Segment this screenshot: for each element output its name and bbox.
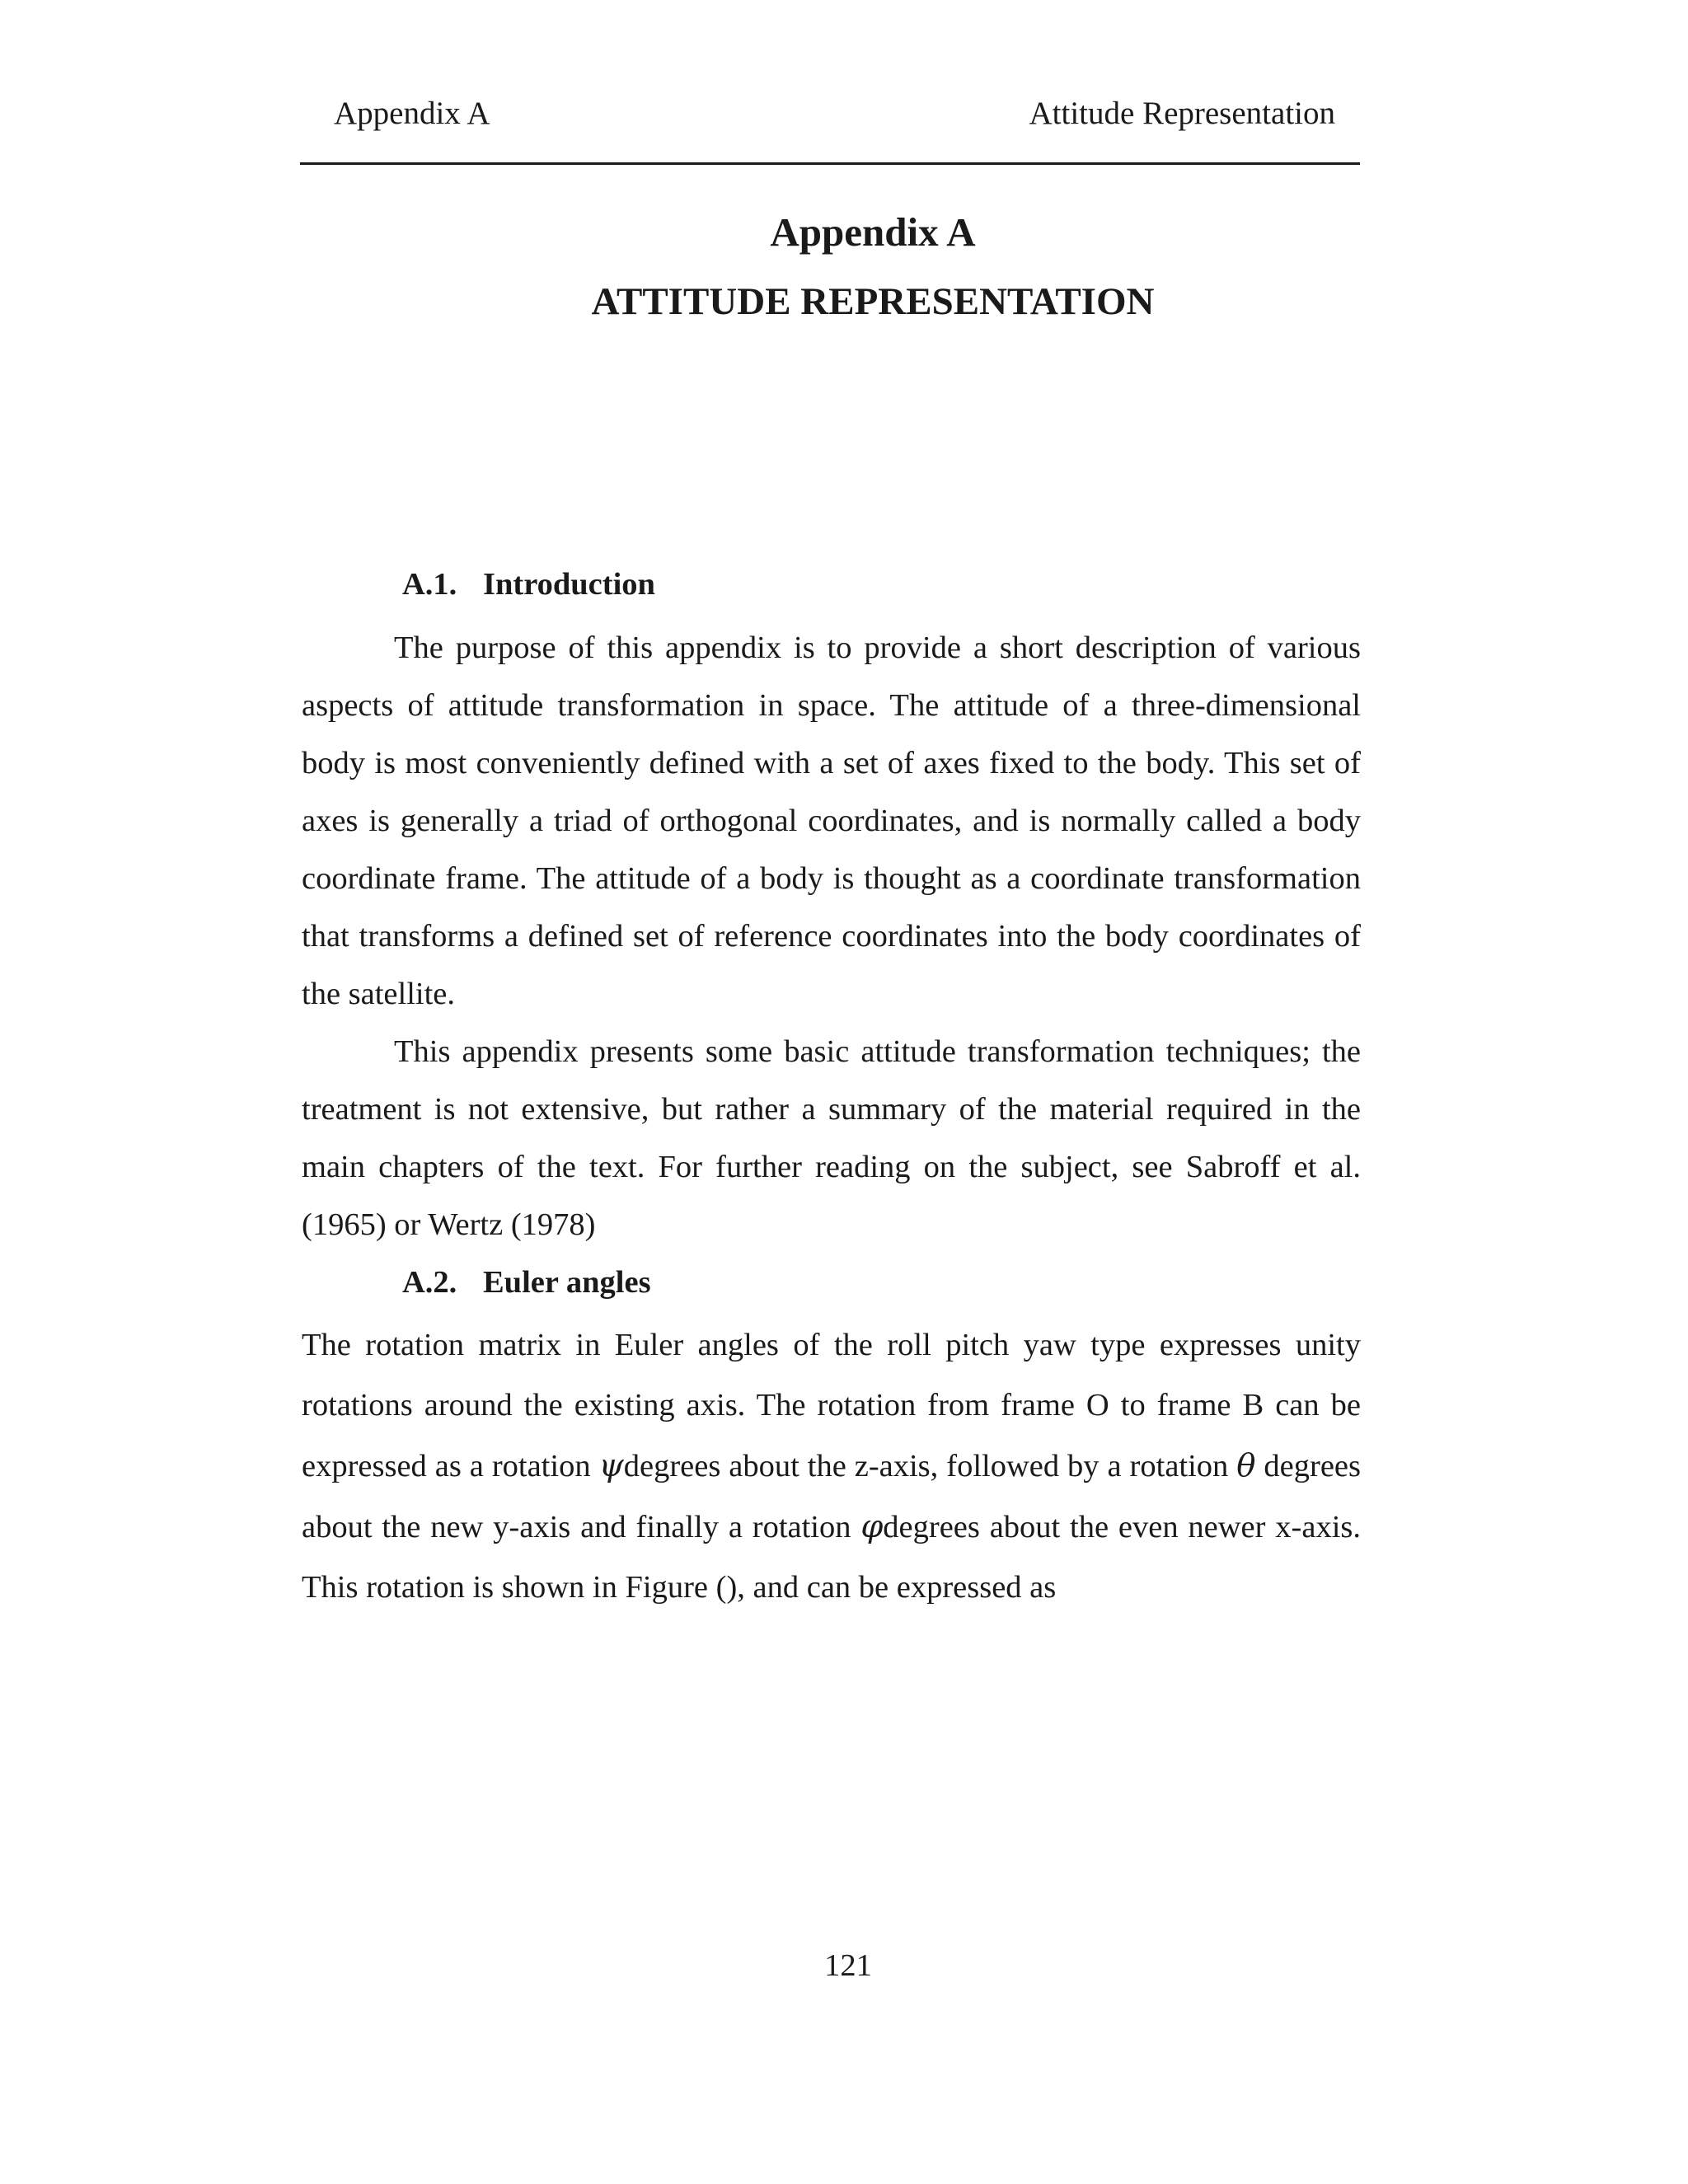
section-title: Euler angles — [483, 1265, 651, 1300]
theta-symbol: θ — [1236, 1447, 1256, 1484]
appendix-title: Appendix A — [770, 209, 976, 255]
page-number: 121 — [824, 1948, 872, 1983]
phi-symbol: φ — [860, 1508, 884, 1545]
section-number: A.1. — [402, 567, 457, 602]
section-heading-euler-angles — [402, 1258, 651, 1307]
section-heading-introduction — [402, 560, 655, 609]
psi-symbol: ψ — [598, 1447, 624, 1484]
running-header — [334, 89, 1335, 138]
header-rule — [300, 162, 1360, 165]
paragraph: This appendix presents some basic attitude transformation techniques; the treatment is not extensive, but rather a summary of the material required in the main chapters of the text. For further reading on the subject, see Sabroff et al. (1965) or Wertz (1978) — [302, 1034, 1361, 1242]
introduction-body — [302, 619, 1361, 1254]
paragraph: The purpose of this appendix is to provide a short description of various aspects of attitude transformation in space. The attitude of a three-dimensional body is most conveniently defined with a set of axes fixed to the body. This set of axes is generally a triad of orthogonal coordinates, and is normally called a body coordinate frame. The attitude of a body is thought as a coordinate transformation that transforms a defined set of reference coordinates into the body coordinates of the satellite. — [302, 630, 1361, 1011]
section-number: A.2. — [402, 1265, 457, 1300]
appendix-subtitle: ATTITUDE REPRESENTATION — [591, 280, 1155, 323]
euler-angles-body — [302, 1315, 1361, 1618]
header-left: Appendix A — [334, 96, 490, 131]
paragraph — [302, 1315, 1361, 1618]
text-run: degrees about the z-axis, followed by a rotation — [623, 1449, 1237, 1483]
section-title: Introduction — [483, 567, 655, 602]
text-run: degrees about the even newer x-axis. This rotation is shown in Figure (), and can be expressed as — [302, 1510, 1361, 1605]
text-run: The rotation matrix in Euler angles of the roll pitch yaw type expresses unity rotations around the existing axis. The rotation from frame O to frame B can be expressed as a rotation — [302, 1328, 1361, 1483]
header-right: Attitude Representation — [1029, 96, 1335, 131]
text-run: degrees about the new y-axis and finally a rotation — [302, 1449, 1361, 1544]
